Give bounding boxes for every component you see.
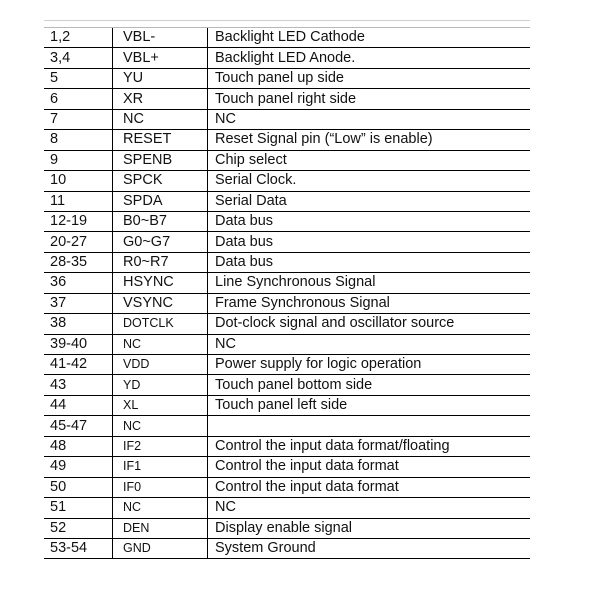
pin-symbol-cell: XL — [113, 395, 208, 415]
pin-number-cell: 3,4 — [44, 48, 113, 68]
pin-description-cell: Touch panel bottom side — [208, 375, 531, 395]
table-row — [44, 293, 530, 313]
pin-number-cell: 10 — [44, 171, 113, 191]
pin-number-cell: 41-42 — [44, 355, 113, 375]
table-row — [44, 477, 530, 497]
pin-description-cell: Display enable signal — [208, 518, 531, 538]
pin-symbol-cell: SPDA — [113, 191, 208, 211]
pin-number-cell: 1,2 — [44, 28, 113, 48]
pin-number-cell: 12-19 — [44, 211, 113, 231]
pin-description-cell: Dot-clock signal and oscillator source — [208, 314, 531, 334]
table-row — [44, 150, 530, 170]
pin-symbol-cell: XR — [113, 89, 208, 109]
pin-number-cell: 36 — [44, 273, 113, 293]
table-row — [44, 273, 530, 293]
pin-number-cell: 43 — [44, 375, 113, 395]
pin-symbol-cell: GND — [113, 538, 208, 558]
pin-description-cell: Backlight LED Cathode — [208, 28, 531, 48]
pin-symbol-cell: VBL- — [113, 28, 208, 48]
table-row — [44, 416, 530, 436]
pin-number-cell: 52 — [44, 518, 113, 538]
pin-description-cell: Power supply for logic operation — [208, 355, 531, 375]
pin-number-cell: 53-54 — [44, 538, 113, 558]
pin-symbol-cell: SPENB — [113, 150, 208, 170]
pin-description-cell: Data bus — [208, 211, 531, 231]
pin-description-cell: Line Synchronous Signal — [208, 273, 531, 293]
pin-symbol-cell: YU — [113, 68, 208, 88]
table-row — [44, 109, 530, 129]
pin-description-cell: Touch panel up side — [208, 68, 531, 88]
pin-number-cell: 8 — [44, 130, 113, 150]
table-row — [44, 28, 530, 48]
pin-symbol-cell: RESET — [113, 130, 208, 150]
pin-number-cell: 51 — [44, 498, 113, 518]
table-row — [44, 498, 530, 518]
table-row — [44, 68, 530, 88]
pin-description-cell: Touch panel left side — [208, 395, 531, 415]
pin-symbol-cell: VDD — [113, 355, 208, 375]
pin-description-cell: Touch panel right side — [208, 89, 531, 109]
pin-description-cell: Control the input data format — [208, 477, 531, 497]
pin-table-body — [44, 28, 530, 559]
pin-description-cell: Chip select — [208, 150, 531, 170]
pin-number-cell: 7 — [44, 109, 113, 129]
pin-symbol-cell: NC — [113, 498, 208, 518]
pin-description-cell: System Ground — [208, 538, 531, 558]
pin-number-cell: 49 — [44, 457, 113, 477]
table-row — [44, 375, 530, 395]
pin-symbol-cell: DOTCLK — [113, 314, 208, 334]
pin-symbol-cell: G0~G7 — [113, 232, 208, 252]
pin-number-cell: 6 — [44, 89, 113, 109]
pin-number-cell: 9 — [44, 150, 113, 170]
pin-symbol-cell: B0~B7 — [113, 211, 208, 231]
table-row — [44, 314, 530, 334]
table-row — [44, 232, 530, 252]
pin-description-cell: Serial Data — [208, 191, 531, 211]
pin-number-cell: 48 — [44, 436, 113, 456]
pin-description-cell: Frame Synchronous Signal — [208, 293, 531, 313]
table-row — [44, 436, 530, 456]
pin-description-cell: NC — [208, 334, 531, 354]
table-row — [44, 130, 530, 150]
pin-symbol-cell: NC — [113, 416, 208, 436]
pin-description-table — [44, 28, 530, 559]
pin-description-cell: Backlight LED Anode. — [208, 48, 531, 68]
table-row — [44, 538, 530, 558]
table-row — [44, 171, 530, 191]
pin-number-cell: 37 — [44, 293, 113, 313]
pin-description-cell: NC — [208, 109, 531, 129]
table-row — [44, 252, 530, 272]
pin-symbol-cell: DEN — [113, 518, 208, 538]
table-row — [44, 191, 530, 211]
pin-symbol-cell: IF0 — [113, 477, 208, 497]
pin-description-cell — [208, 416, 531, 436]
pin-symbol-cell: SPCK — [113, 171, 208, 191]
pin-description-cell: Data bus — [208, 252, 531, 272]
pin-symbol-cell: IF1 — [113, 457, 208, 477]
table-row — [44, 48, 530, 68]
pin-number-cell: 20-27 — [44, 232, 113, 252]
table-row — [44, 457, 530, 477]
pin-symbol-cell: NC — [113, 109, 208, 129]
pin-symbol-cell: YD — [113, 375, 208, 395]
pin-number-cell: 44 — [44, 395, 113, 415]
table-row — [44, 89, 530, 109]
pin-number-cell: 28-35 — [44, 252, 113, 272]
table-row — [44, 395, 530, 415]
pin-symbol-cell: NC — [113, 334, 208, 354]
pin-number-cell: 39-40 — [44, 334, 113, 354]
pin-symbol-cell: HSYNC — [113, 273, 208, 293]
table-row — [44, 355, 530, 375]
pin-description-cell: Serial Clock. — [208, 171, 531, 191]
pin-description-cell: NC — [208, 498, 531, 518]
table-row — [44, 211, 530, 231]
pin-symbol-cell: VBL+ — [113, 48, 208, 68]
pin-description-cell: Data bus — [208, 232, 531, 252]
pin-number-cell: 45-47 — [44, 416, 113, 436]
table-top-rule — [44, 20, 530, 28]
pin-number-cell: 38 — [44, 314, 113, 334]
pin-symbol-cell: IF2 — [113, 436, 208, 456]
pin-description-cell: Control the input data format — [208, 457, 531, 477]
pin-symbol-cell: R0~R7 — [113, 252, 208, 272]
pin-description-table-container — [44, 20, 530, 559]
pin-description-cell: Control the input data format/floating — [208, 436, 531, 456]
pin-number-cell: 50 — [44, 477, 113, 497]
pin-description-cell: Reset Signal pin (“Low” is enable) — [208, 130, 531, 150]
pin-number-cell: 5 — [44, 68, 113, 88]
pin-symbol-cell: VSYNC — [113, 293, 208, 313]
table-row — [44, 334, 530, 354]
table-row — [44, 518, 530, 538]
pin-number-cell: 11 — [44, 191, 113, 211]
